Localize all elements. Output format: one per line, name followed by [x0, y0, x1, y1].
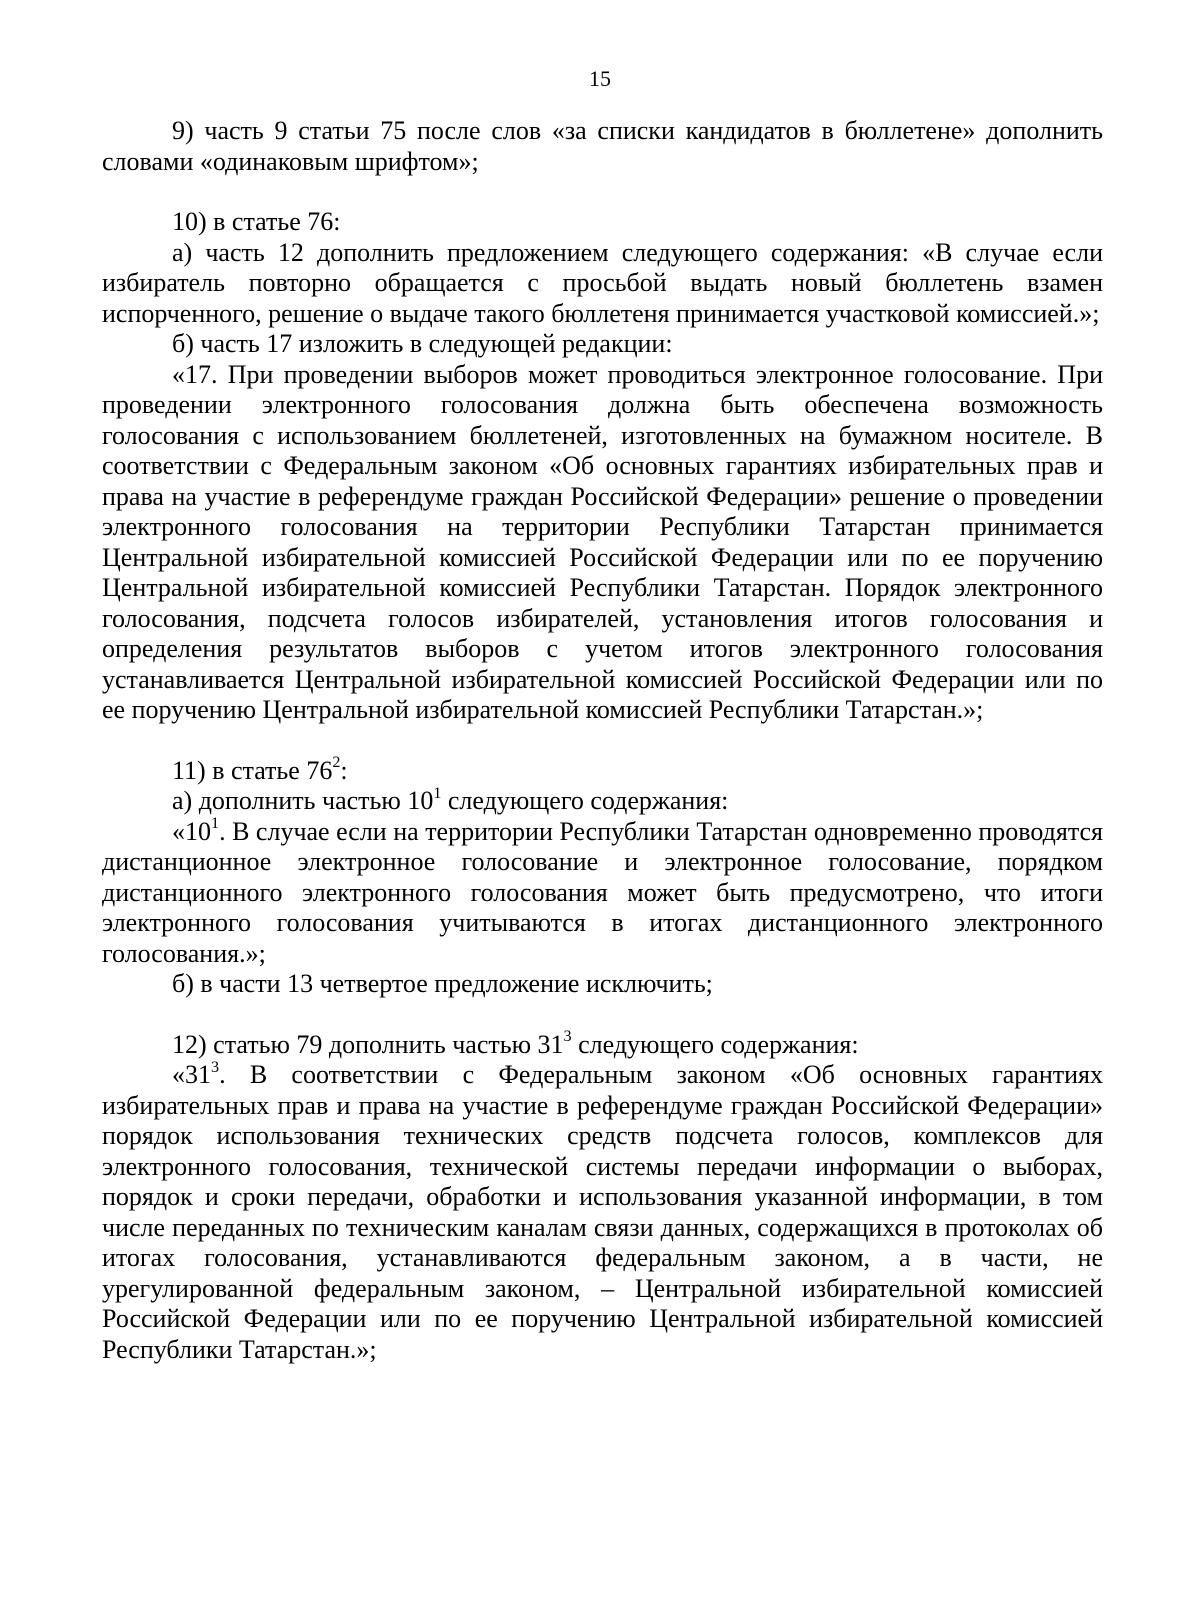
- item-12-text-block: [102, 1060, 1103, 1365]
- item-10-heading: 10) в статье 76:: [172, 207, 341, 236]
- item-10-b-text: «17. При проведении выборов может проводиться электронное голосование. При проведении электронного голосования должна быть обеспечена возможность голосования с использованием бюллетеней, изготовленных на бумажном носителе. В соответствии с Федеральным законом «Об основных гарантиях избирательных прав и права на участие в референдуме граждан Российской Федерации» решение о проведении электронного голосования на территории Республики Татарстан принимается Центральной избирательной комиссией Российской Федерации или по ее поручению Центральной избирательной комиссией Республики Татарстан. Порядок электронного голосования, подсчета голосов избирателей, установления итогов голосования и определения результатов выборов с учетом итогов электронного голосования устанавливается Центральной избирательной комиссией Российской Федерации или по ее поручению Центральной избирательной комиссией Республики Татарстан.»;: [102, 359, 1103, 724]
- item-11-a-text: а) дополнить частью 10: [172, 786, 434, 815]
- item-12-quote-start: «31: [172, 1060, 211, 1089]
- superscript: 1: [211, 815, 220, 833]
- spacer: [102, 177, 1103, 207]
- item-12-heading-text: 12) статью 79 дополнить частью 31: [172, 1029, 564, 1059]
- page-number: 15: [589, 66, 611, 91]
- item-12-heading: [102, 1030, 1103, 1061]
- item-11-b: б) в части 13 четвертое предложение исключить;: [172, 969, 713, 998]
- superscript: 3: [563, 1028, 572, 1046]
- item-9: 9) часть 9 статьи 75 после слов «за списки кандидатов в бюллетене» дополнить словами «одинаковым шрифтом»;: [102, 116, 1103, 176]
- item-11-a-text-block: [102, 817, 1103, 970]
- item-11-a-end: следующего содержания:: [441, 786, 729, 815]
- superscript: 2: [332, 754, 341, 772]
- item-11-heading-text: 11) в статье 76: [172, 755, 333, 785]
- item-12-quote-body: . В соответствии с Федеральным законом «Об основных гарантиях избирательных прав и права на участие в референдуме граждан Российской Федерации» порядок использования технических средств подсчета голосов, комплексов для электронного голосования, технической системы передачи информации о выборах, порядок и сроки передачи, обработки и использования указанной информации, в том числе переданных по техническим каналам связи данных, содержащихся в протоколах об итогах голосования, устанавливаются федеральным законом, а в части, не урегулированной федеральным законом, – Центральной избирательной комиссией Российской Федерации или по ее поручению Центральной избирательной комиссией Республики Татарстан.»;: [102, 1060, 1103, 1364]
- item-11-a-quote-start: «10: [172, 816, 211, 846]
- item-11-a: [102, 786, 1103, 817]
- item-10-a: а) часть 12 дополнить предложением следующего содержания: «В случае если избиратель повторно обращается с просьбой выдать новый бюллетень взамен испорченного, решение о выдаче такого бюллетеня принимается участковой комиссией.»;: [102, 237, 1103, 328]
- item-11-heading: [102, 756, 1103, 787]
- superscript: 3: [211, 1058, 220, 1076]
- spacer: [102, 1000, 1103, 1030]
- document-body: [102, 116, 1103, 1365]
- superscript: 1: [433, 784, 442, 802]
- item-12-heading-end: следующего содержания:: [571, 1029, 859, 1059]
- item-10-b: б) часть 17 изложить в следующей редакции:: [172, 329, 673, 358]
- spacer: [102, 726, 1103, 756]
- item-11-heading-end: :: [340, 755, 348, 785]
- item-11-a-quote-body: . В случае если на территории Республики Татарстан одновременно проводятся дистанционное электронное голосование и электронное голосование, порядком дистанционного электронного голосования может быть предусмотрено, что итоги электронного голосования учитываются в итогах дистанционного электронного голосования.»;: [102, 816, 1103, 968]
